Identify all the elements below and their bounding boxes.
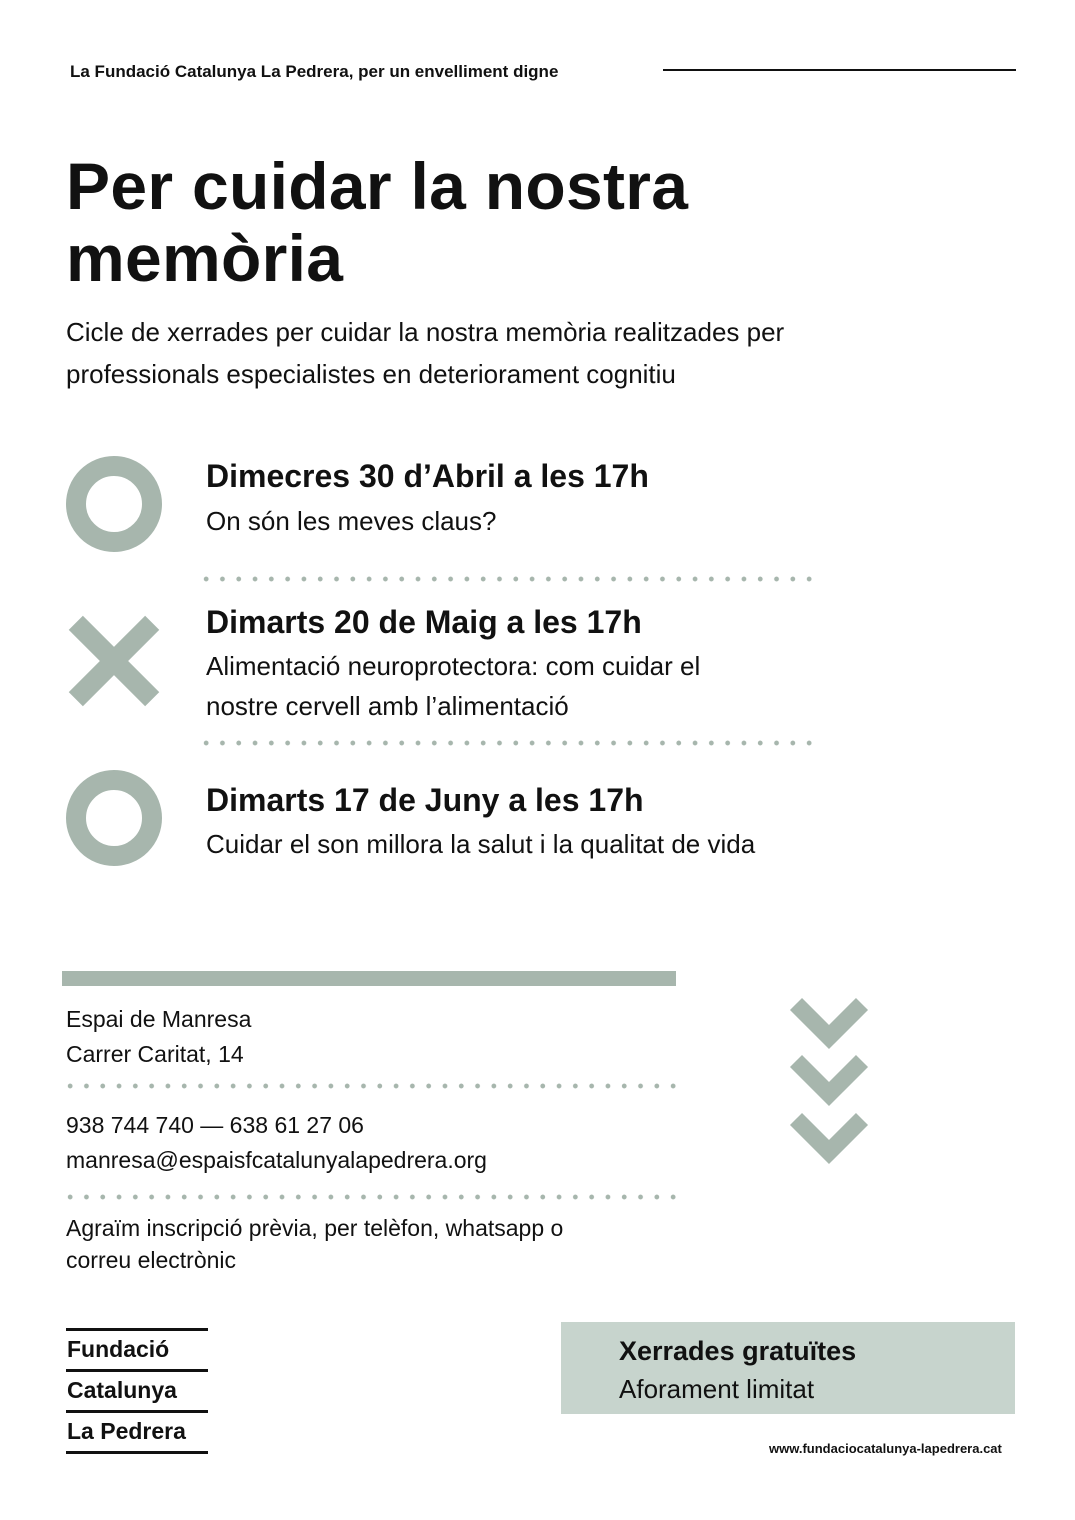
logo-line-2: Catalunya xyxy=(67,1377,177,1403)
event-1-description-line-1: On són les meves claus? xyxy=(206,506,497,536)
chevron-down-icon xyxy=(788,1051,870,1107)
page-title-line-1: Per cuidar la nostra xyxy=(66,149,689,223)
cross-icon xyxy=(66,613,162,709)
logo-line-3: La Pedrera xyxy=(67,1418,186,1444)
chevron-down-icon xyxy=(788,1109,870,1165)
logo-line-1: Fundació xyxy=(67,1336,170,1362)
circle-icon xyxy=(66,770,162,866)
dotted-divider xyxy=(198,576,814,582)
dotted-divider xyxy=(198,740,814,746)
registration-line-1: Agraïm inscripció prèvia, per telèfon, whatsapp o xyxy=(66,1215,564,1241)
header-tagline: La Fundació Catalunya La Pedrera, per un envelliment digne xyxy=(70,62,559,81)
event-1-description xyxy=(206,501,906,541)
limited-capacity-label: Aforament limitat xyxy=(619,1374,815,1404)
website-link[interactable]: www.fundaciocatalunya-lapedrera.cat xyxy=(769,1441,1002,1456)
chevron-down-icon xyxy=(788,994,870,1050)
venue-address: Carrer Caritat, 14 xyxy=(66,1041,244,1067)
event-3-date: Dimarts 17 de Juny a les 17h xyxy=(206,782,644,818)
header-rule xyxy=(663,69,1016,71)
free-talks-label: Xerrades gratuïtes xyxy=(619,1336,857,1366)
subtitle-line-2: professionals especialistes en deteriorament cognitiu xyxy=(66,359,676,389)
event-1-date: Dimecres 30 d’Abril a les 17h xyxy=(206,458,649,494)
phone-numbers: 938 744 740 — 638 61 27 06 xyxy=(66,1112,364,1138)
event-3-description xyxy=(206,824,906,864)
venue-name: Espai de Manresa xyxy=(66,1006,252,1032)
dotted-divider xyxy=(62,1194,682,1200)
circle-icon xyxy=(66,456,162,552)
page-subtitle xyxy=(66,311,966,395)
email-link[interactable]: manresa@espaisfcatalunyalapedrera.org xyxy=(66,1147,487,1173)
event-2-description xyxy=(206,646,906,726)
page-title xyxy=(66,150,966,294)
page-title-line-2: memòria xyxy=(66,221,344,295)
event-2-description-line-2: nostre cervell amb l’alimentació xyxy=(206,691,569,721)
section-bar xyxy=(62,971,676,986)
dotted-divider xyxy=(62,1083,682,1089)
registration-line-2: correu electrònic xyxy=(66,1247,237,1273)
event-2-description-line-1: Alimentació neuroprotectora: com cuidar el xyxy=(206,651,701,681)
registration-note xyxy=(66,1212,686,1276)
contact-block xyxy=(66,1108,686,1178)
venue-block xyxy=(66,1002,686,1072)
subtitle-line-1: Cicle de xerrades per cuidar la nostra memòria realitzades per xyxy=(66,317,785,347)
event-2-date: Dimarts 20 de Maig a les 17h xyxy=(206,604,642,640)
free-talks-box xyxy=(561,1322,1015,1414)
foundation-logo xyxy=(66,1328,208,1454)
event-3-description-line-1: Cuidar el son millora la salut i la qualitat de vida xyxy=(206,829,756,859)
